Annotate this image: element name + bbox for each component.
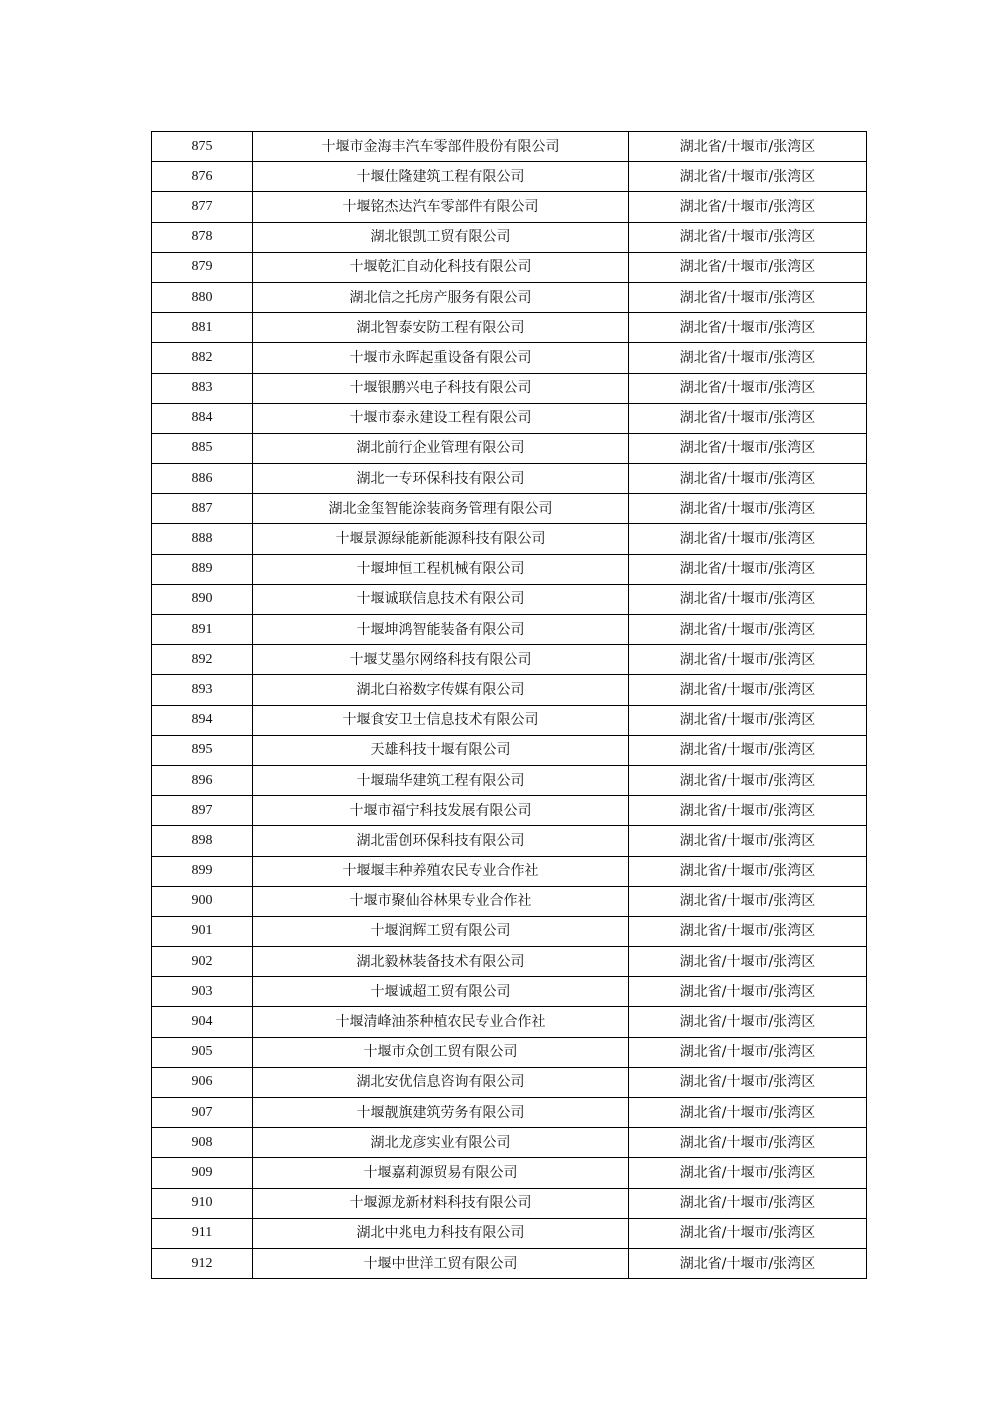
region-cell: 湖北省/十堰市/张湾区	[629, 735, 867, 765]
table-row	[152, 856, 867, 886]
row-number-cell: 909	[152, 1158, 253, 1188]
table-row	[152, 282, 867, 312]
table-row	[152, 373, 867, 403]
company-name-cell: 湖北前行企业管理有限公司	[253, 433, 629, 463]
region-cell: 湖北省/十堰市/张湾区	[629, 1007, 867, 1037]
company-name-cell: 十堰银鹏兴电子科技有限公司	[253, 373, 629, 403]
region-cell: 湖北省/十堰市/张湾区	[629, 886, 867, 916]
table-row	[152, 433, 867, 463]
region-cell: 湖北省/十堰市/张湾区	[629, 554, 867, 584]
row-number-cell: 880	[152, 282, 253, 312]
row-number-cell: 887	[152, 494, 253, 524]
table-row	[152, 735, 867, 765]
table-row	[152, 615, 867, 645]
company-name-cell: 十堰仕隆建筑工程有限公司	[253, 162, 629, 192]
company-name-cell: 十堰景源绿能新能源科技有限公司	[253, 524, 629, 554]
region-cell: 湖北省/十堰市/张湾区	[629, 826, 867, 856]
row-number-cell: 891	[152, 615, 253, 645]
region-cell: 湖北省/十堰市/张湾区	[629, 977, 867, 1007]
region-cell: 湖北省/十堰市/张湾区	[629, 373, 867, 403]
company-name-cell: 十堰源龙新材料科技有限公司	[253, 1188, 629, 1218]
region-cell: 湖北省/十堰市/张湾区	[629, 856, 867, 886]
row-number-cell: 899	[152, 856, 253, 886]
region-cell: 湖北省/十堰市/张湾区	[629, 615, 867, 645]
region-cell: 湖北省/十堰市/张湾区	[629, 675, 867, 705]
table-row	[152, 765, 867, 795]
region-cell: 湖北省/十堰市/张湾区	[629, 705, 867, 735]
company-name-cell: 十堰市福宁科技发展有限公司	[253, 796, 629, 826]
table-row	[152, 192, 867, 222]
company-name-cell: 湖北安优信息咨询有限公司	[253, 1067, 629, 1097]
region-cell: 湖北省/十堰市/张湾区	[629, 645, 867, 675]
company-name-cell: 十堰市众创工贸有限公司	[253, 1037, 629, 1067]
row-number-cell: 888	[152, 524, 253, 554]
table-row	[152, 1188, 867, 1218]
table-row	[152, 826, 867, 856]
row-number-cell: 879	[152, 252, 253, 282]
row-number-cell: 910	[152, 1188, 253, 1218]
company-name-cell: 湖北雷创环保科技有限公司	[253, 826, 629, 856]
row-number-cell: 893	[152, 675, 253, 705]
row-number-cell: 902	[152, 947, 253, 977]
company-name-cell: 十堰嘉莉源贸易有限公司	[253, 1158, 629, 1188]
row-number-cell: 892	[152, 645, 253, 675]
company-name-cell: 湖北信之托房产服务有限公司	[253, 282, 629, 312]
table-row	[152, 554, 867, 584]
row-number-cell: 901	[152, 916, 253, 946]
table-row	[152, 886, 867, 916]
region-cell: 湖北省/十堰市/张湾区	[629, 1128, 867, 1158]
table-row	[152, 1098, 867, 1128]
table-row	[152, 343, 867, 373]
region-cell: 湖北省/十堰市/张湾区	[629, 765, 867, 795]
row-number-cell: 882	[152, 343, 253, 373]
table-row	[152, 645, 867, 675]
company-name-cell: 十堰靓旗建筑劳务有限公司	[253, 1098, 629, 1128]
company-name-cell: 十堰诚超工贸有限公司	[253, 977, 629, 1007]
row-number-cell: 905	[152, 1037, 253, 1067]
region-cell: 湖北省/十堰市/张湾区	[629, 464, 867, 494]
region-cell: 湖北省/十堰市/张湾区	[629, 916, 867, 946]
company-name-cell: 十堰市泰永建设工程有限公司	[253, 403, 629, 433]
row-number-cell: 897	[152, 796, 253, 826]
table-row	[152, 494, 867, 524]
company-name-cell: 湖北毅林装备技术有限公司	[253, 947, 629, 977]
region-cell: 湖北省/十堰市/张湾区	[629, 1248, 867, 1278]
row-number-cell: 884	[152, 403, 253, 433]
row-number-cell: 896	[152, 765, 253, 795]
region-cell: 湖北省/十堰市/张湾区	[629, 313, 867, 343]
company-name-cell: 湖北一专环保科技有限公司	[253, 464, 629, 494]
region-cell: 湖北省/十堰市/张湾区	[629, 584, 867, 614]
row-number-cell: 877	[152, 192, 253, 222]
row-number-cell: 876	[152, 162, 253, 192]
row-number-cell: 875	[152, 132, 253, 162]
region-cell: 湖北省/十堰市/张湾区	[629, 1218, 867, 1248]
row-number-cell: 883	[152, 373, 253, 403]
region-cell: 湖北省/十堰市/张湾区	[629, 433, 867, 463]
region-cell: 湖北省/十堰市/张湾区	[629, 1037, 867, 1067]
row-number-cell: 906	[152, 1067, 253, 1097]
company-name-cell: 湖北龙彦实业有限公司	[253, 1128, 629, 1158]
row-number-cell: 903	[152, 977, 253, 1007]
company-name-cell: 十堰诚联信息技术有限公司	[253, 584, 629, 614]
region-cell: 湖北省/十堰市/张湾区	[629, 494, 867, 524]
company-name-cell: 十堰食安卫士信息技术有限公司	[253, 705, 629, 735]
region-cell: 湖北省/十堰市/张湾区	[629, 343, 867, 373]
row-number-cell: 898	[152, 826, 253, 856]
row-number-cell: 894	[152, 705, 253, 735]
region-cell: 湖北省/十堰市/张湾区	[629, 796, 867, 826]
company-name-cell: 十堰市聚仙谷林果专业合作社	[253, 886, 629, 916]
region-cell: 湖北省/十堰市/张湾区	[629, 1067, 867, 1097]
row-number-cell: 885	[152, 433, 253, 463]
company-name-cell: 湖北金玺智能涂装商务管理有限公司	[253, 494, 629, 524]
company-name-cell: 十堰瑞华建筑工程有限公司	[253, 765, 629, 795]
table-row	[152, 162, 867, 192]
company-name-cell: 天雄科技十堰有限公司	[253, 735, 629, 765]
table-row	[152, 403, 867, 433]
table-row	[152, 464, 867, 494]
table-row	[152, 916, 867, 946]
company-name-cell: 十堰市永晖起重设备有限公司	[253, 343, 629, 373]
region-cell: 湖北省/十堰市/张湾区	[629, 222, 867, 252]
row-number-cell: 890	[152, 584, 253, 614]
company-name-cell: 湖北银凯工贸有限公司	[253, 222, 629, 252]
region-cell: 湖北省/十堰市/张湾区	[629, 252, 867, 282]
table-row	[152, 796, 867, 826]
row-number-cell: 907	[152, 1098, 253, 1128]
region-cell: 湖北省/十堰市/张湾区	[629, 1158, 867, 1188]
row-number-cell: 912	[152, 1248, 253, 1278]
row-number-cell: 881	[152, 313, 253, 343]
table-row	[152, 1218, 867, 1248]
region-cell: 湖北省/十堰市/张湾区	[629, 1188, 867, 1218]
table-row	[152, 313, 867, 343]
row-number-cell: 900	[152, 886, 253, 916]
table-row	[152, 705, 867, 735]
company-list-body	[152, 132, 867, 1279]
row-number-cell: 878	[152, 222, 253, 252]
company-name-cell: 十堰艾墨尔网络科技有限公司	[253, 645, 629, 675]
company-name-cell: 湖北中兆电力科技有限公司	[253, 1218, 629, 1248]
row-number-cell: 895	[152, 735, 253, 765]
region-cell: 湖北省/十堰市/张湾区	[629, 282, 867, 312]
company-name-cell: 十堰润辉工贸有限公司	[253, 916, 629, 946]
company-name-cell: 十堰中世洋工贸有限公司	[253, 1248, 629, 1278]
table-row	[152, 1128, 867, 1158]
company-name-cell: 十堰坤恒工程机械有限公司	[253, 554, 629, 584]
table-row	[152, 1067, 867, 1097]
table-row	[152, 252, 867, 282]
company-list-table	[151, 131, 867, 1279]
table-row	[152, 584, 867, 614]
region-cell: 湖北省/十堰市/张湾区	[629, 947, 867, 977]
table-row	[152, 222, 867, 252]
table-row	[152, 132, 867, 162]
company-name-cell: 湖北白裕数字传媒有限公司	[253, 675, 629, 705]
company-name-cell: 十堰清峰油茶种植农民专业合作社	[253, 1007, 629, 1037]
region-cell: 湖北省/十堰市/张湾区	[629, 192, 867, 222]
table-row	[152, 1037, 867, 1067]
region-cell: 湖北省/十堰市/张湾区	[629, 403, 867, 433]
row-number-cell: 904	[152, 1007, 253, 1037]
table-row	[152, 1007, 867, 1037]
table-row	[152, 947, 867, 977]
company-name-cell: 十堰乾汇自动化科技有限公司	[253, 252, 629, 282]
table-row	[152, 1158, 867, 1188]
region-cell: 湖北省/十堰市/张湾区	[629, 132, 867, 162]
row-number-cell: 886	[152, 464, 253, 494]
region-cell: 湖北省/十堰市/张湾区	[629, 162, 867, 192]
company-name-cell: 十堰坤鸿智能装备有限公司	[253, 615, 629, 645]
table-row	[152, 1248, 867, 1278]
row-number-cell: 911	[152, 1218, 253, 1248]
company-name-cell: 十堰市金海丰汽车零部件股份有限公司	[253, 132, 629, 162]
table-row	[152, 524, 867, 554]
table-row	[152, 675, 867, 705]
company-name-cell: 湖北智泰安防工程有限公司	[253, 313, 629, 343]
company-name-cell: 十堰铭杰达汽车零部件有限公司	[253, 192, 629, 222]
row-number-cell: 889	[152, 554, 253, 584]
table-row	[152, 977, 867, 1007]
row-number-cell: 908	[152, 1128, 253, 1158]
region-cell: 湖北省/十堰市/张湾区	[629, 524, 867, 554]
company-name-cell: 十堰堰丰种养殖农民专业合作社	[253, 856, 629, 886]
region-cell: 湖北省/十堰市/张湾区	[629, 1098, 867, 1128]
